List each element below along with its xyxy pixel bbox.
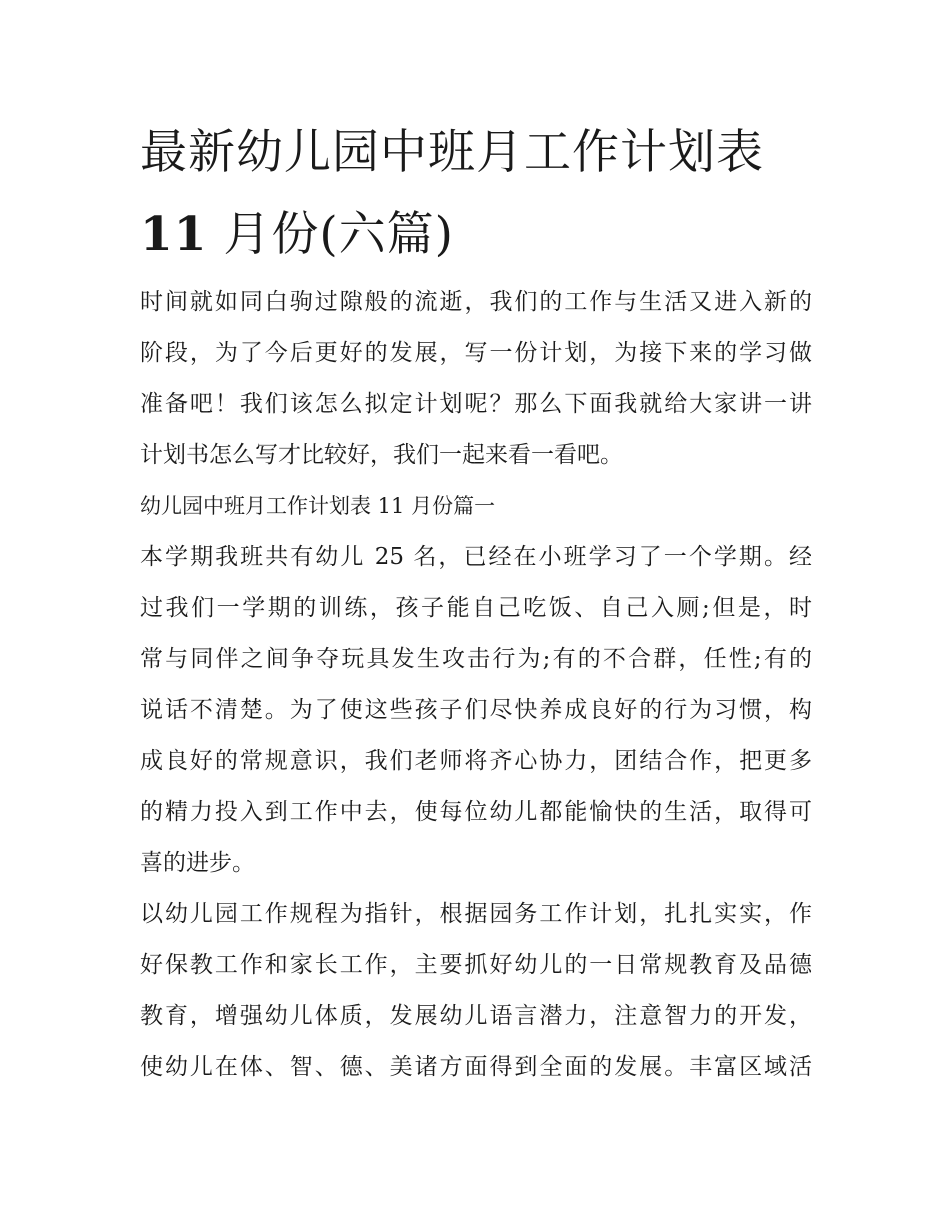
paragraph-line: 以幼儿园工作规程为指针，根据园务工作计划，扎扎实实，作 — [140, 901, 812, 927]
paragraph-line: 好保教工作和家长工作，主要抓好幼儿的一日常规教育及品德 — [140, 952, 812, 978]
paragraph-line: 的精力投入到工作中去，使每位幼儿都能愉快的生活，取得可 — [140, 799, 812, 825]
title-line-2 — [140, 194, 812, 276]
body-paragraph-2 — [140, 889, 812, 1093]
paragraph-line: 喜的进步。 — [140, 850, 255, 876]
document-page — [140, 112, 812, 1093]
paragraph-line: 常与同伴之间争夺玩具发生攻击行为;有的不合群，任性;有的 — [140, 646, 812, 672]
intro-line: 准备吧！我们该怎么拟定计划呢？那么下面我就给大家讲一讲 — [140, 391, 812, 417]
title-line-1: 最新幼儿园中班月工作计划表 — [140, 125, 764, 180]
title-month-number: 11 — [140, 207, 208, 262]
paragraph-line: 成良好的常规意识，我们老师将齐心协力，团结合作，把更多 — [140, 748, 812, 774]
intro-line: 时间就如同白驹过隙般的流逝，我们的工作与生活又进入新的 — [140, 289, 812, 315]
paragraph-line: 使幼儿在体、智、德、美诸方面得到全面的发展。丰富区域活 — [140, 1054, 812, 1080]
section-heading: 幼儿园中班月工作计划表 11 月份篇一 — [140, 494, 496, 518]
body-paragraph-1 — [140, 532, 812, 889]
paragraph-line: 过我们一学期的训练，孩子能自己吃饭、自己入厕;但是，时 — [140, 595, 812, 621]
paragraph-line: 说话不清楚。为了使这些孩子们尽快养成良好的行为习惯，构 — [140, 697, 812, 723]
title-month-text: 月份(六篇) — [207, 207, 455, 262]
paragraph-line: 教育，增强幼儿体质，发展幼儿语言潜力，注意智力的开发， — [140, 1003, 812, 1029]
intro-line: 计划书怎么写才比较好，我们一起来看一看吧。 — [140, 442, 623, 468]
intro-line: 阶段，为了今后更好的发展，写一份计划，为接下来的学习做 — [140, 340, 812, 366]
paragraph-line: 本学期我班共有幼儿 25 名，已经在小班学习了一个学期。经 — [140, 544, 812, 570]
document-title — [140, 112, 812, 276]
intro-paragraph — [140, 277, 812, 481]
